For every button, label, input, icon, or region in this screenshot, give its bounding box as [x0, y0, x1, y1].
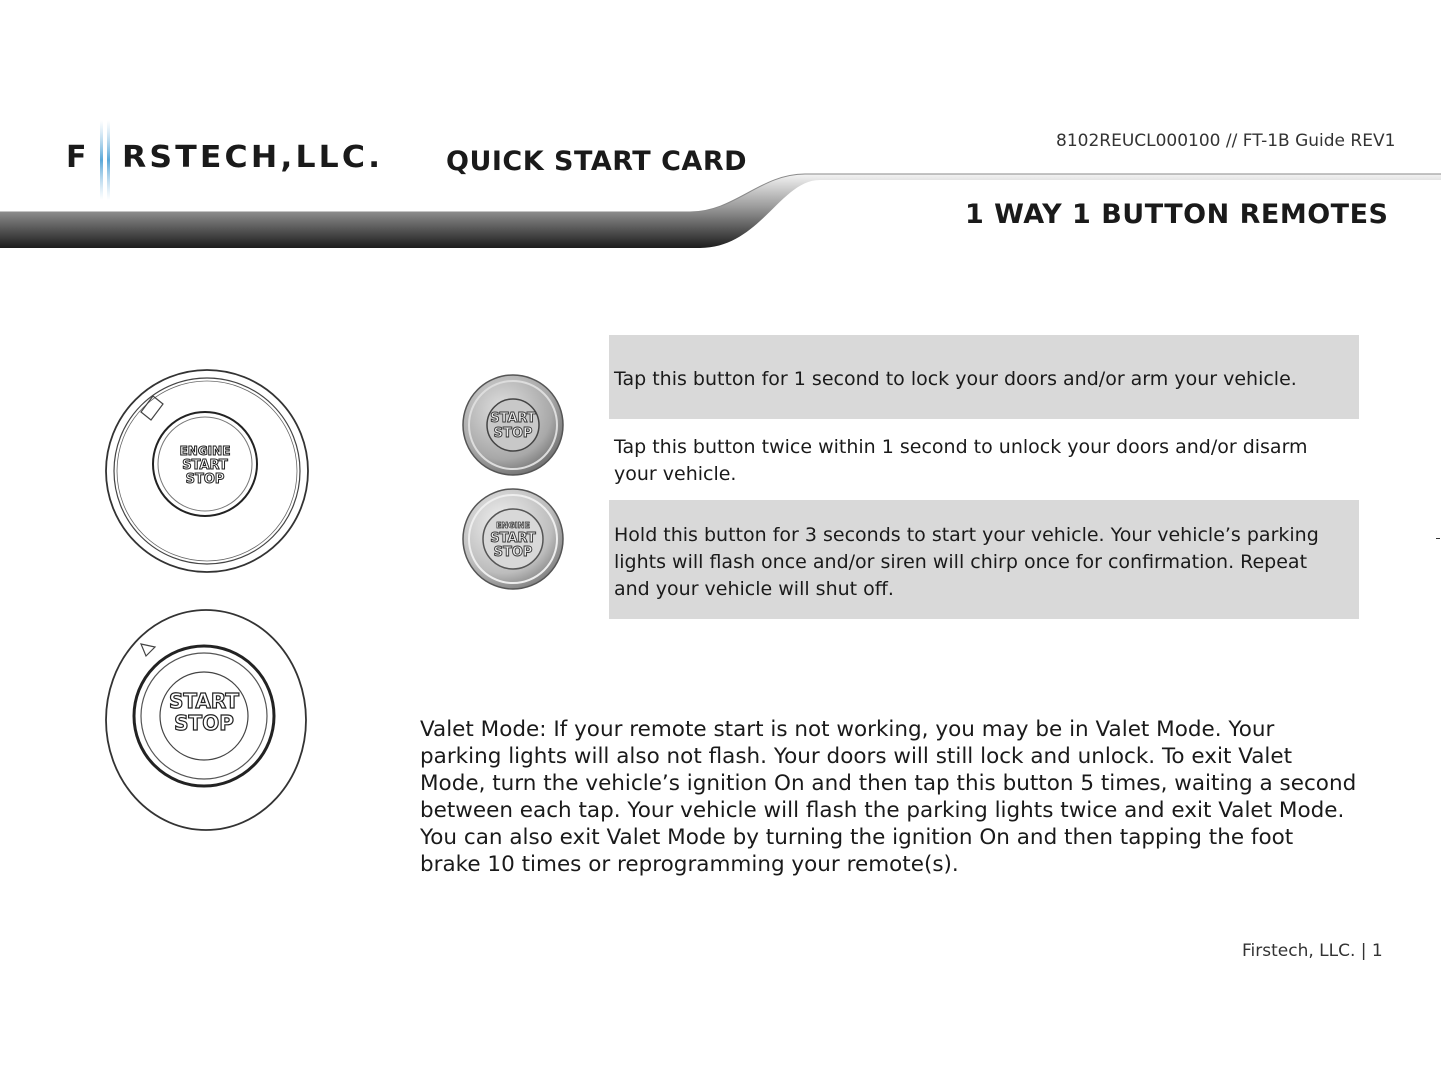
valet-mode-paragraph: Valet Mode: If your remote start is not working, you may be in Valet Mode. Your parking lights will also not flash. Your doors will still lock and unlock. To exit Valet Mode, turn the vehicle’s ignition On and then tap this button 5 times, waiting a second between each tap. Your vehicle will flash the parking lights twice and exit Valet Mode. You can also exit Valet Mode by turning the ignition On and then tapping the foot brake 10 times or reprogramming your remote(s). — [420, 717, 1357, 877]
remote-round-illustration — [103, 366, 311, 576]
card-title: QUICK START CARD — [446, 146, 748, 177]
button1-text-2: STOP — [493, 426, 533, 441]
button1-text-1: START — [490, 411, 536, 426]
start-stop-button-icon — [461, 373, 567, 477]
page-footer: Firstech, LLC. | 1 — [1242, 941, 1383, 961]
logo-text: RSTECH,LLC. — [122, 140, 384, 175]
remote-bottom-text-2: STOP — [174, 711, 234, 735]
button2-text-3: STOP — [493, 545, 533, 560]
remote-top-text-3: STOP — [185, 472, 225, 487]
instruction-unlock: Tap this button twice within 1 second to unlock your doors and/or disarm your vehicle. — [614, 436, 1308, 485]
button2-text-1: ENGINE — [496, 521, 530, 530]
document-id: 8102REUCL000100 // FT-1B Guide REV1 — [1056, 131, 1396, 151]
logo-letter-f: F — [66, 140, 87, 175]
remote-top-text-2: START — [182, 458, 228, 473]
instruction-start: Hold this button for 3 seconds to start your vehicle. Your vehicle’s parking lights will flash once and/or siren will chirp once for confirmation. Repeat and your vehicle will shut off. — [609, 500, 1359, 619]
button2-text-2: START — [490, 531, 536, 546]
remote-top-text-1: ENGINE — [179, 444, 231, 458]
section-title: 1 WAY 1 BUTTON REMOTES — [965, 199, 1389, 230]
remote-bottom-text-1: START — [168, 689, 240, 713]
edge-mark — [1436, 538, 1440, 539]
remote-oval-illustration — [103, 608, 309, 834]
instruction-lock: Tap this button for 1 second to lock your doors and/or arm your vehicle. — [609, 335, 1359, 419]
engine-start-stop-button-icon — [461, 487, 567, 591]
